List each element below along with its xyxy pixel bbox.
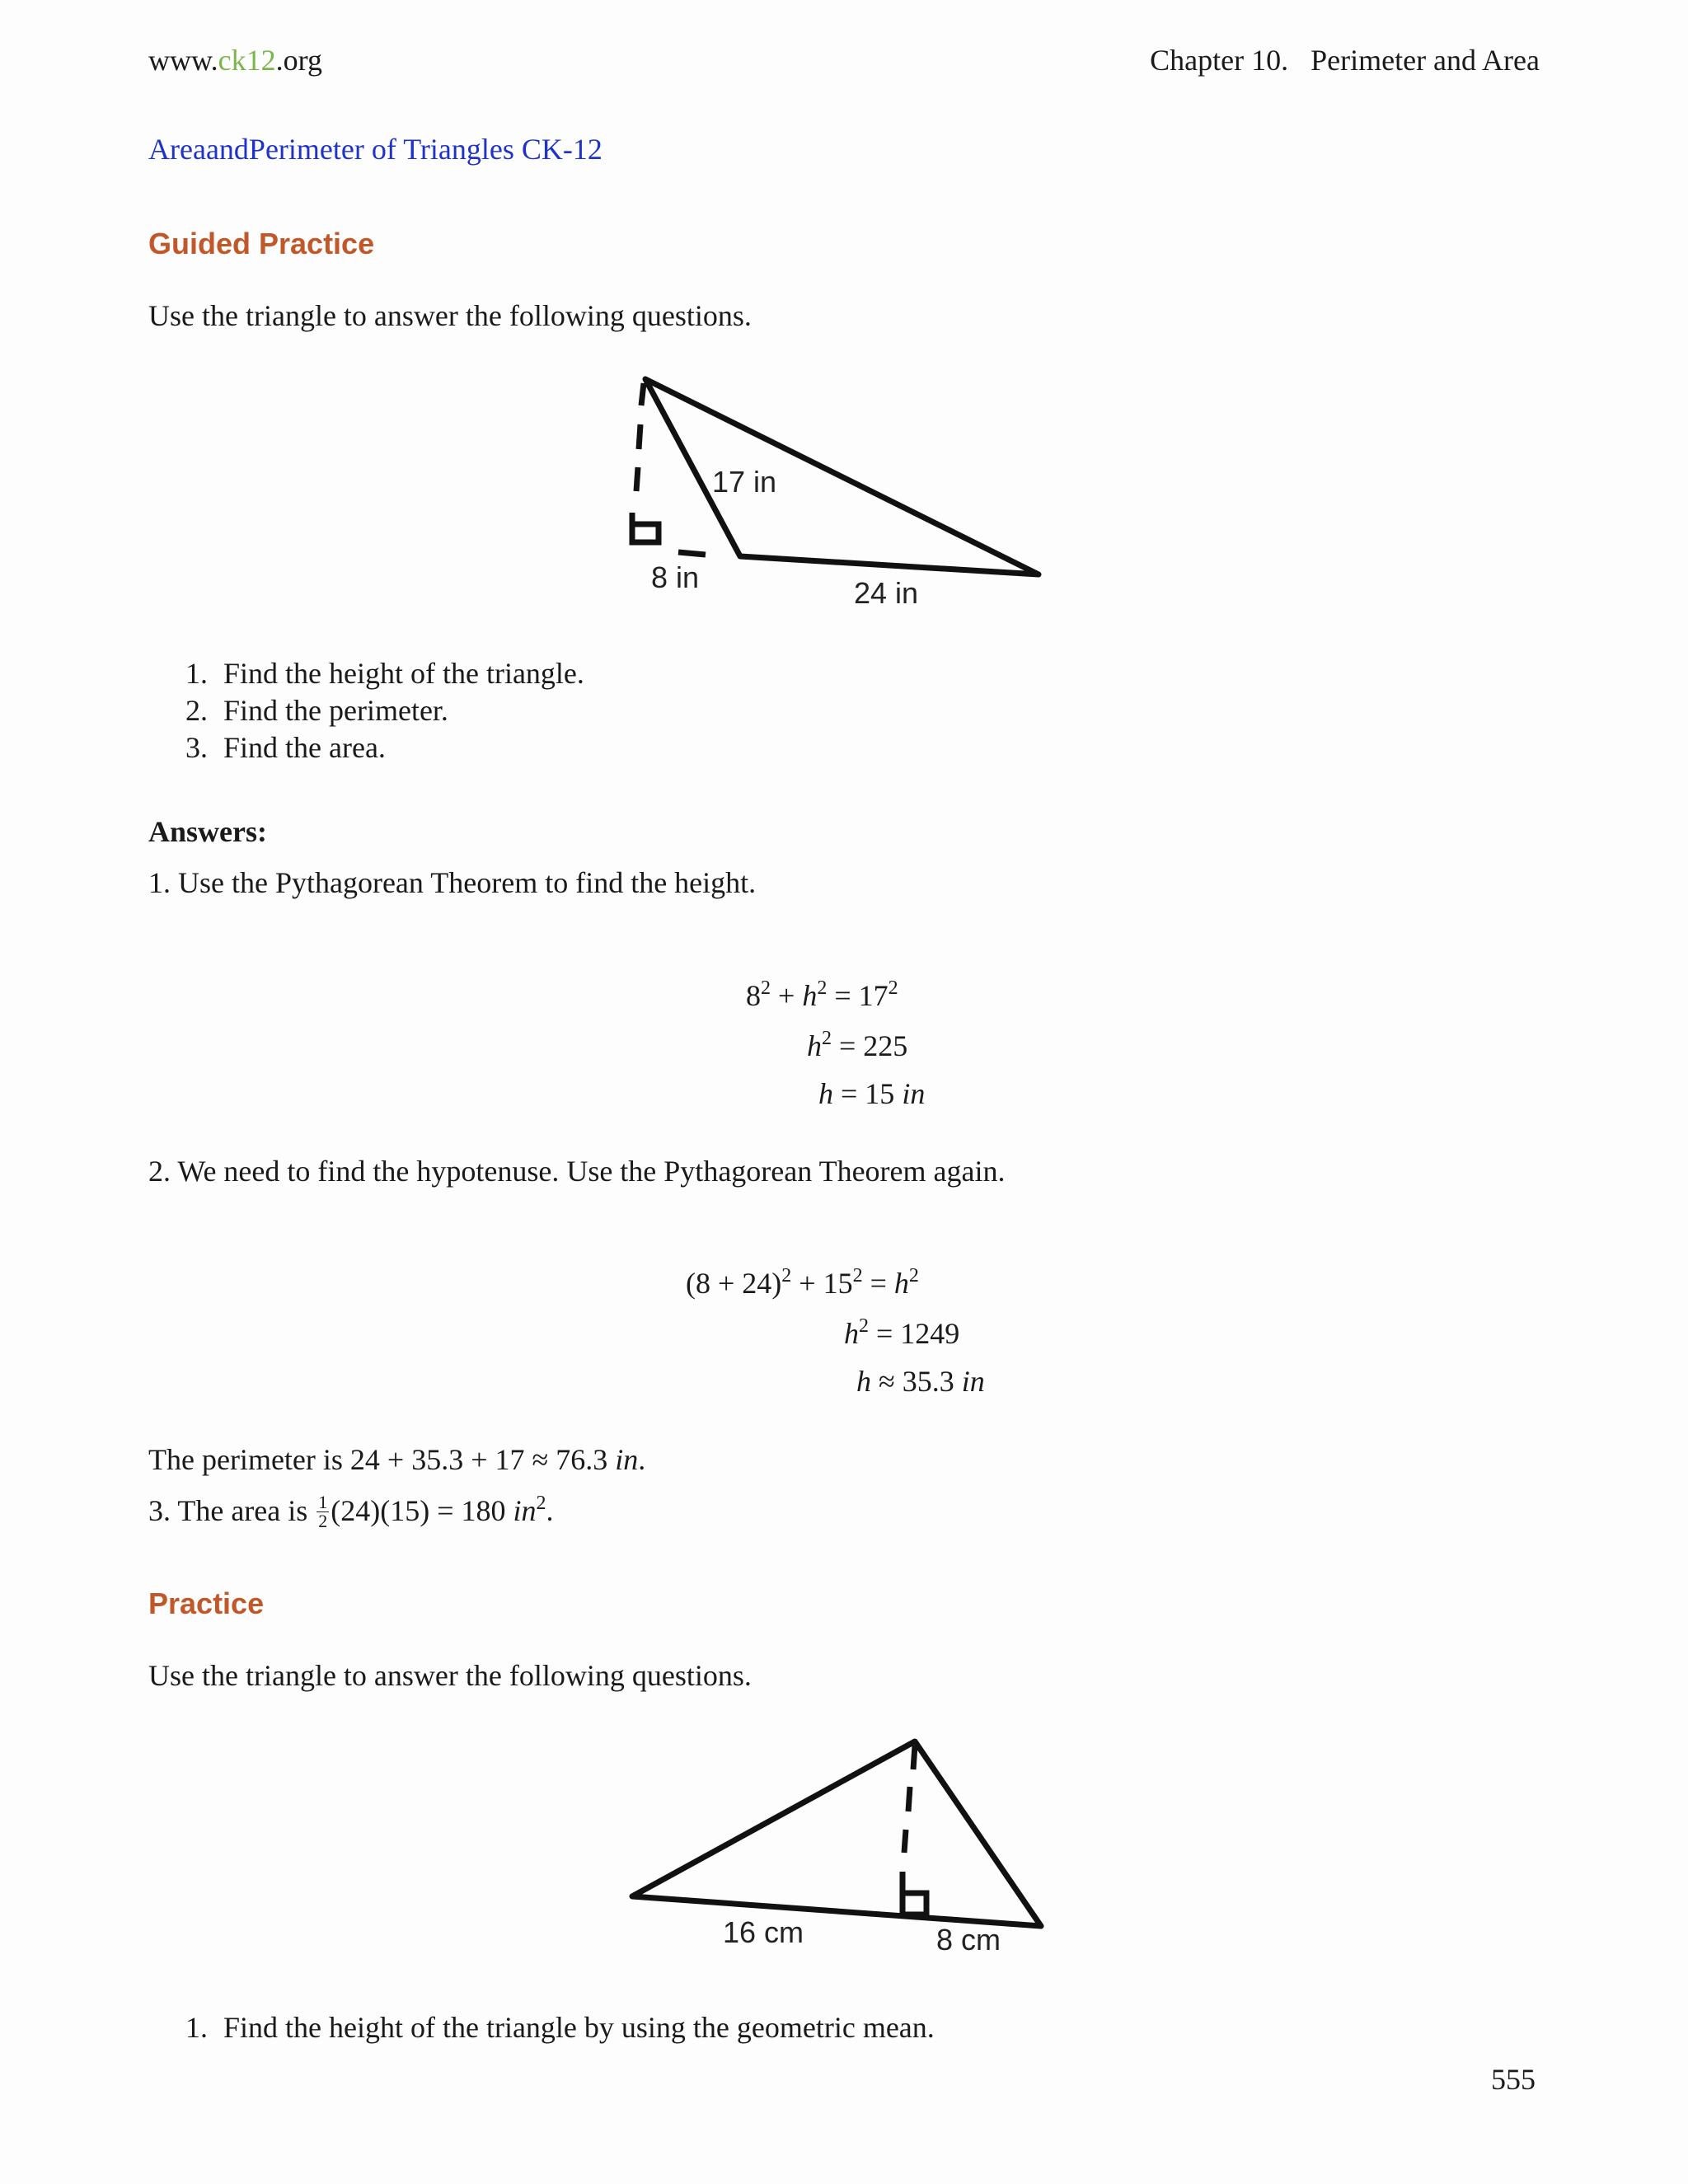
right-angle-marker xyxy=(903,1872,926,1915)
practice-triangle-figure xyxy=(0,1690,1688,1970)
answers-label: Answers: xyxy=(148,815,267,848)
guided-intro: Use the triangle to answer the following questions. xyxy=(148,299,752,332)
guided-practice-heading: Guided Practice xyxy=(148,227,375,260)
base-extension-dash xyxy=(678,552,706,555)
practice-intro: Use the triangle to answer the following questions. xyxy=(148,1659,752,1692)
label-17in: 17 in xyxy=(712,465,777,499)
altitude-dash xyxy=(636,467,638,491)
equation-line: h = 15 in xyxy=(818,1077,926,1110)
label-8cm: 8 cm xyxy=(936,1923,1001,1957)
practice-question-list xyxy=(185,2009,935,2046)
guided-question-list xyxy=(185,655,584,766)
triangle-outline xyxy=(645,379,1039,574)
equation-line: $8^2 + h^2 = 17^2$ xyxy=(746,977,898,1012)
altitude-dash xyxy=(904,1830,906,1853)
equation-line: $(8 + 24)^2 + 15^2 = h^2$ xyxy=(686,1265,919,1300)
list-item: 2. Find the perimeter. xyxy=(185,694,448,727)
label-8in: 8 in xyxy=(651,560,700,594)
altitude-dash xyxy=(639,424,640,449)
list-item: 1. Find the height of the triangle. xyxy=(185,657,584,690)
right-angle-marker xyxy=(632,513,659,542)
equation-line: $h^2 = 1249$ xyxy=(844,1315,960,1350)
fraction-one-half: $\frac{1}{2}$ xyxy=(318,1492,328,1531)
brand-name: ck12 xyxy=(218,44,276,77)
list-item: 3. Find the area. xyxy=(185,731,386,764)
equation-line: $h^2 = 225$ xyxy=(807,1028,908,1062)
site-url[interactable]: www.ck12.org xyxy=(148,44,322,77)
perimeter-statement: The perimeter is 24 + 35.3 + 17 ≈ 76.3 in. xyxy=(148,1443,646,1476)
practice-heading: Practice xyxy=(148,1586,265,1620)
label-24in: 24 in xyxy=(854,576,919,610)
chapter-title: Chapter 10. Perimeter and Area xyxy=(1150,44,1540,77)
altitude-dash xyxy=(913,1746,915,1769)
label-16cm: 16 cm xyxy=(723,1915,804,1949)
page-number: 555 xyxy=(1491,2063,1536,2096)
guided-triangle-figure xyxy=(0,0,1688,659)
altitude-dash xyxy=(641,383,644,405)
equation-line: h ≈ 35.3 in xyxy=(856,1365,985,1398)
triangle-outline xyxy=(632,1741,1041,1926)
list-item: 1. Find the height of the triangle by using the geometric mean. xyxy=(185,2011,935,2044)
altitude-dash xyxy=(908,1787,910,1811)
answer-2-text: 2. We need to find the hypotenuse. Use the Pythagorean Theorem again. xyxy=(148,1155,1006,1188)
area-statement: 3. The area is $\frac{1}{2}$ (24)(15) = 180 $in^2$. xyxy=(148,1492,554,1531)
answer-1-text: 1. Use the Pythagorean Theorem to find the height. xyxy=(148,866,757,899)
resource-link[interactable]: AreaandPerimeter of Triangles CK-12 xyxy=(148,133,603,166)
